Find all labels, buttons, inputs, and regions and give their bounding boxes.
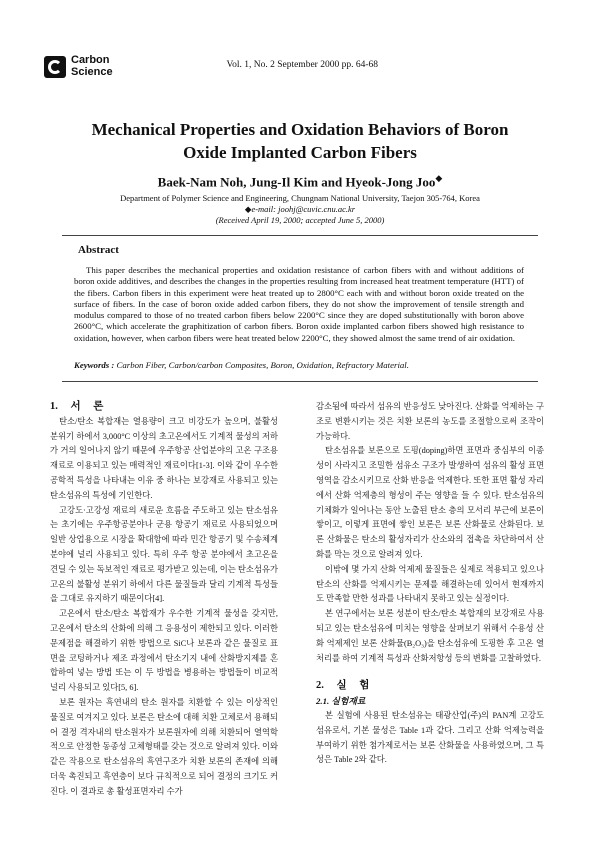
paragraph: 고강도·고강성 재료의 새로운 흐름을 주도하고 있는 탄소섬유는 초기에는 우주항공분야나 군용 항공기 재료로 사용되었으며 일반 상업용으로 시장을 확대함에 따라 민간 항공기 및 수송체계 분야에 널리 사용되고 있다. 특히 우주 항공 분야에서 초고온을 견딜 수 있는 독보적인 재료로 평가받고 있는데, 이는 탄소섬유가 고온의 불활성 분위기 하에서 다른 물질들과 달리 기계적 특성들을 그대로 유지하기 때문이다[4]. [50, 505, 278, 604]
logo-line-1: Carbon [71, 54, 110, 66]
paragraph: 보론 원자는 흑연내의 탄소 원자를 치환할 수 있는 이상적인 물질로 여겨지고 있다. 보론은 탄소에 대해 치환 고체로서 용해되어 결정 격자내의 탄소원자가 보론원자에 의해 치환되어 열역학적으로 안정한 동종성 고체형태를 갖는 것으로 알려져 있다. 이와 같은 작용으로 탄소섬유의 흑연구조가 치환 보론의 존재에 의해 더욱 촉진되고 흑연층이 보다 규칙적으로 되어 결정의 크기도 커진다. 이 결과로 총 활성표면자리 수가 [50, 697, 278, 796]
title-line-2: Oxide Implanted Carbon Fibers [183, 143, 417, 162]
paragraph: 탄소섬유를 보론으로 도핑(doping)하면 표면과 중심부의 이종성이 사라지고 조밀한 섬유소 구조가 발생하여 섬유의 활성 표면 영역을 감소시키므로 산화 반응을 억제한다. 또한 표면 활성 자리에서 산화 억제층의 형성이 주는 영향을 들 수 있다. 탄소섬유의 기체화가 일어나는 동안 노출된 탄소 층의 모서리 부근에 보론이 쌓이고, 이렇게 표면에 쌓인 보론은 보론 산화물로 산화된다. 보론 산화물은 탄소의 활성자리가 산소와의 접촉을 차단하여서 산화를 막는 것으로 알려져 있다. [316, 446, 544, 559]
author-names: Baek-Nam Noh, Jung-Il Kim and Hyeok-Jong Joo [157, 174, 436, 190]
keywords-label: Keywords : [74, 360, 115, 370]
author-email: ◆e-mail: joohj@cuvic.cnu.ac.kr [244, 204, 356, 214]
abstract-box [62, 235, 538, 382]
left-column [50, 400, 278, 800]
section-heading-introduction: 1. 서 론 [50, 401, 104, 412]
abstract-body: This paper describes the mechanical properties and oxidation resistance of carbon fibers with and without additions of boron oxide additives, and describes the changes in the properties resulting from increased heat treatment temperature (HTT) of the fibers. Carbon fibers in this experiment were heat treated up to 2800°C each with and without boron oxide treated on the surface of fibers. In the case of boron oxide added carbon fibers, they do not show the improvement of tensile strength and modulus compared to those of no treated carbon fibers below 2200°C since they are doped substitutionally with boron above 2600°C, which accelerate the graphitization of carbon fibers. Boron oxide implanted carbon fibers showed high resistance to oxidation, however, when carbon fibers were heat treated below 2200°C, they showed almost the same trend of air oxidation. [74, 265, 524, 343]
abstract-heading: Abstract [78, 244, 119, 256]
journal-logo [44, 54, 134, 82]
right-column [316, 400, 544, 768]
keywords-list: Carbon Fiber, Carbon/carbon Composites, Boron, Oxidation, Refractory Material. [116, 360, 409, 370]
logo-text [71, 54, 113, 78]
affiliation: Department of Polymer Science and Engineering, Chungnam National University, Taejon 305-764, Korea [120, 193, 480, 203]
paragraph: 고온에서 탄소/탄소 복합재가 우수한 기계적 물성을 갖지만, 고온에서 탄소의 산화에 의해 그 응용성이 제한되고 있다. 이러한 문제점을 해결하기 위한 방법으로 SiC나 보론과 같은 물질로 표면을 코팅하거나 제조 과정에서 탄소기지 내에 산화방지제를 혼합하여 넣는 방법 또는 이 두 방법을 병용하는 방법들이 비교적 널리 사용되고 있다[5, 6]. [50, 609, 278, 693]
paragraph: 이밖에 몇 가지 산화 억제제 물질들은 실제로 적용되고 있으나 탄소의 산화를 억제시키는 문제를 해결하는데 있어서 현재까지도 만족할 만한 성과를 나타내지 못하고 있는 실정이다. [316, 564, 544, 604]
journal-citation: Vol. 1, No. 2 September 2000 pp. 64-68 [226, 60, 378, 70]
paper-title [40, 118, 560, 164]
paragraph: 본 연구에서는 보론 성분이 탄소/탄소 복합재의 보강재로 사용되고 있는 탄소섬유에 미치는 영향을 살펴보기 위해서 수용성 산화 억제제인 보론 산화물(B₂O₃)을 탄소섬유에 도핑한 후 고온 열처리를 하여 기계적 특성과 산화저항성 등의 변화를 고찰하였다. [316, 609, 544, 663]
paragraph: 탄소/탄소 복합재는 열용량이 크고 비강도가 높으며, 불활성 분위기 하에서 3,000°C 이상의 초고온에서도 기계적 물성의 저하가 거의 일어나지 않기 때문에 우주항공 산업분야의 고온 구조용 재료로 이용되고 있는 매력적인 재료이다[1-3]. 이와 같이 우수한 공학적 특성을 나타내는 이유 중 하나는 보강재로 사용되고 있는 탄소섬유의 특성에 기인한다. [50, 416, 278, 500]
authors [40, 173, 560, 190]
keywords [74, 360, 524, 370]
paragraph: 감소됨에 따라서 섬유의 반응성도 낮아진다. 산화를 억제하는 구조로 변환시키는 것은 치환 보론의 농도를 조절함으로써 조작이 가능하다. [316, 402, 544, 441]
subsection-heading-materials: 2.1. 실험재료 [316, 696, 366, 707]
corresponding-author-mark: ◆ [435, 173, 443, 183]
paragraph: 본 실험에 사용된 탄소섬유는 태광산업(주)의 PAN계 고강도 섬유로서, 기본 물성은 Table 1과 같다. 그리고 산화 억제능력을 부여하기 위한 첨가제로서는 보론 산화물을 사용하였으며, 그 특성은 Table 2와 같다. [316, 710, 544, 765]
title-line-1: Mechanical Properties and Oxidation Behaviors of Boron [91, 120, 509, 139]
received-dates: (Received April 19, 2000; accepted June 5, 2000) [215, 215, 385, 225]
carbon-logo-icon [44, 56, 66, 78]
section-heading-experiment: 2. 실 험 [316, 680, 370, 692]
affiliation-block [40, 193, 560, 226]
logo-line-2: Science [71, 66, 113, 78]
